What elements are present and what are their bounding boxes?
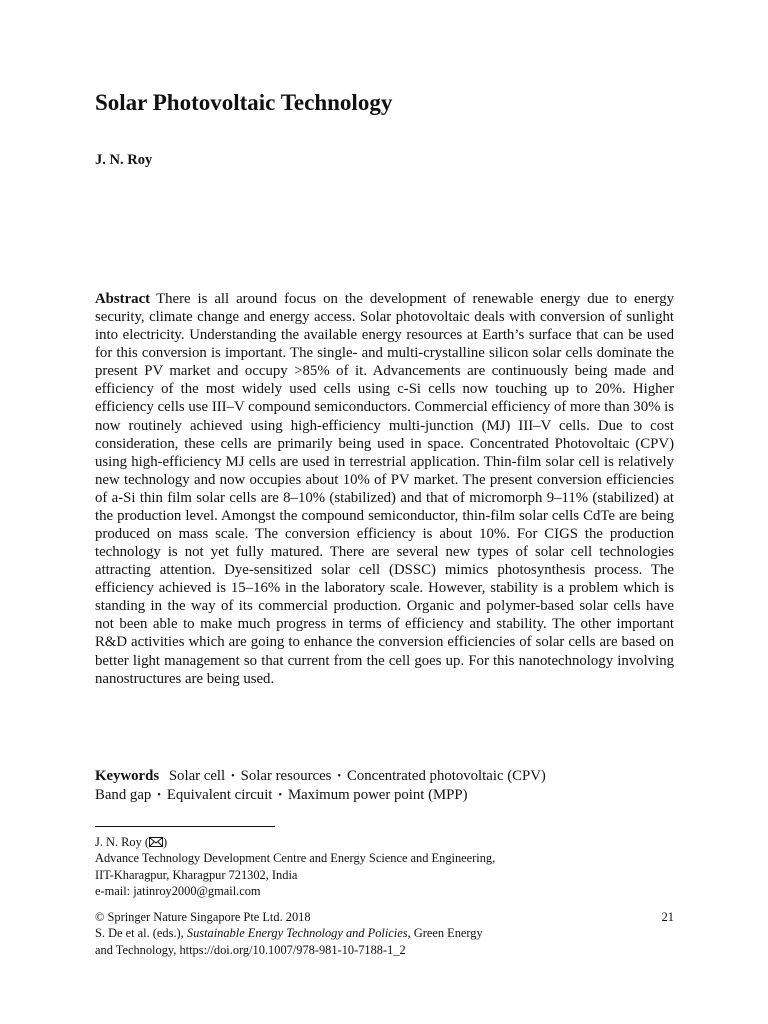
abstract-text: There is all around focus on the development of renewable energy due to energy security, climate change and energy access. Solar photovoltaic deals with conversion of sunlight into electricity. Understanding the available energy resources at Earth’s surface that can be used for this conversion is important. The single- and multi-crystalline silicon solar cells dominate the present PV market and occupy >85% of it. Advancements are continuously being made and efficiency of the most widely used cells using c-Si cells now touching up to 20%. Higher efficiency cells use III–V compound semiconductors. Commercial efficiency of more than 30% is now routinely achieved using high-efficiency multi-junction (MJ) III–V cells. Due to cost consideration, these cells are primarily being used in space. Concentrated Photovoltaic (CPV) using high-efficiency MJ cells are used in terrestrial application. Thin-film solar cell is relatively new technology and now occupies about 10% of PV market. The present conversion efficiencies of a-Si thin film solar cells are 8–10% (stabilized) and that of micromorph 9–11% (stabilized) at the production level. Amongst the compound semiconductor, thin-film solar cells CdTe are being produced on mass scale. The conversion efficiency is about 10%. For CIGS the production technology is not yet fully matured. There are several new types of solar cell technologies attracting attention. Dye-sensitized solar cell (DSSC) mimics photosynthesis process. The efficiency achieved is 15–16% in the laboratory scale. However, stability is a problem which is standing in the way of its commercial production. Organic and polymer-based solar cells have not been able to make much progress in terms of efficiency and stability. The other important R&D activities which are going to enhance the conversion efficiencies of solar cells are based on better light management so that current from the cell goes up. For this nanotechnology involving nanostructures are being used. [95,291,674,687]
keywords-label: Keywords [95,768,160,784]
footnote-divider [95,826,275,827]
keyword-item: Concentrated photovoltaic (CPV) [346,768,546,784]
paper-title: Solar Photovoltaic Technology [95,90,393,115]
affiliation-name-close: ) [163,835,168,849]
abstract-label: Abstract [95,291,151,307]
keyword-item: Maximum power point (MPP) [287,787,468,804]
author-affiliation [95,834,674,899]
affiliation-line-1: Advance Technology Development Centre and Energy Science and Engineering, [95,851,496,866]
book-title: Sustainable Energy Technology and Policies [186,926,408,941]
affiliation-line-2: IIT-Kharagpur, Kharagpur 721302, India [95,867,298,882]
keyword-item: Solar resources [240,768,332,784]
abstract-section [95,290,674,688]
affiliation-name: J. N. Roy ( [95,835,150,849]
citation-suffix: , Green Energy [407,926,483,941]
affiliation-name-line [95,834,674,850]
keyword-separator: • [337,771,341,783]
keyword-separator: • [231,771,235,783]
publication-footer [95,909,674,958]
envelope-icon[interactable] [149,837,163,847]
author-name: J. N. Roy [95,152,153,168]
keyword-item: Solar cell [168,768,226,784]
keyword-item: Band gap [95,787,152,804]
citation-line-1 [95,925,674,941]
keyword-separator: • [157,790,161,802]
page-number: 21 [661,910,674,924]
affiliation-email[interactable]: e-mail: jatinroy2000@gmail.com [95,883,261,898]
keyword-separator: • [278,790,282,802]
keywords-section [95,767,674,805]
keyword-item: Equivalent circuit [166,787,273,804]
citation-prefix: S. De et al. (eds.), [95,926,187,941]
citation-line-2[interactable]: and Technology, https://doi.org/10.1007/978-981-10-7188-1_2 [95,942,406,957]
copyright-line: © Springer Nature Singapore Pte Ltd. 2018 [95,910,311,924]
